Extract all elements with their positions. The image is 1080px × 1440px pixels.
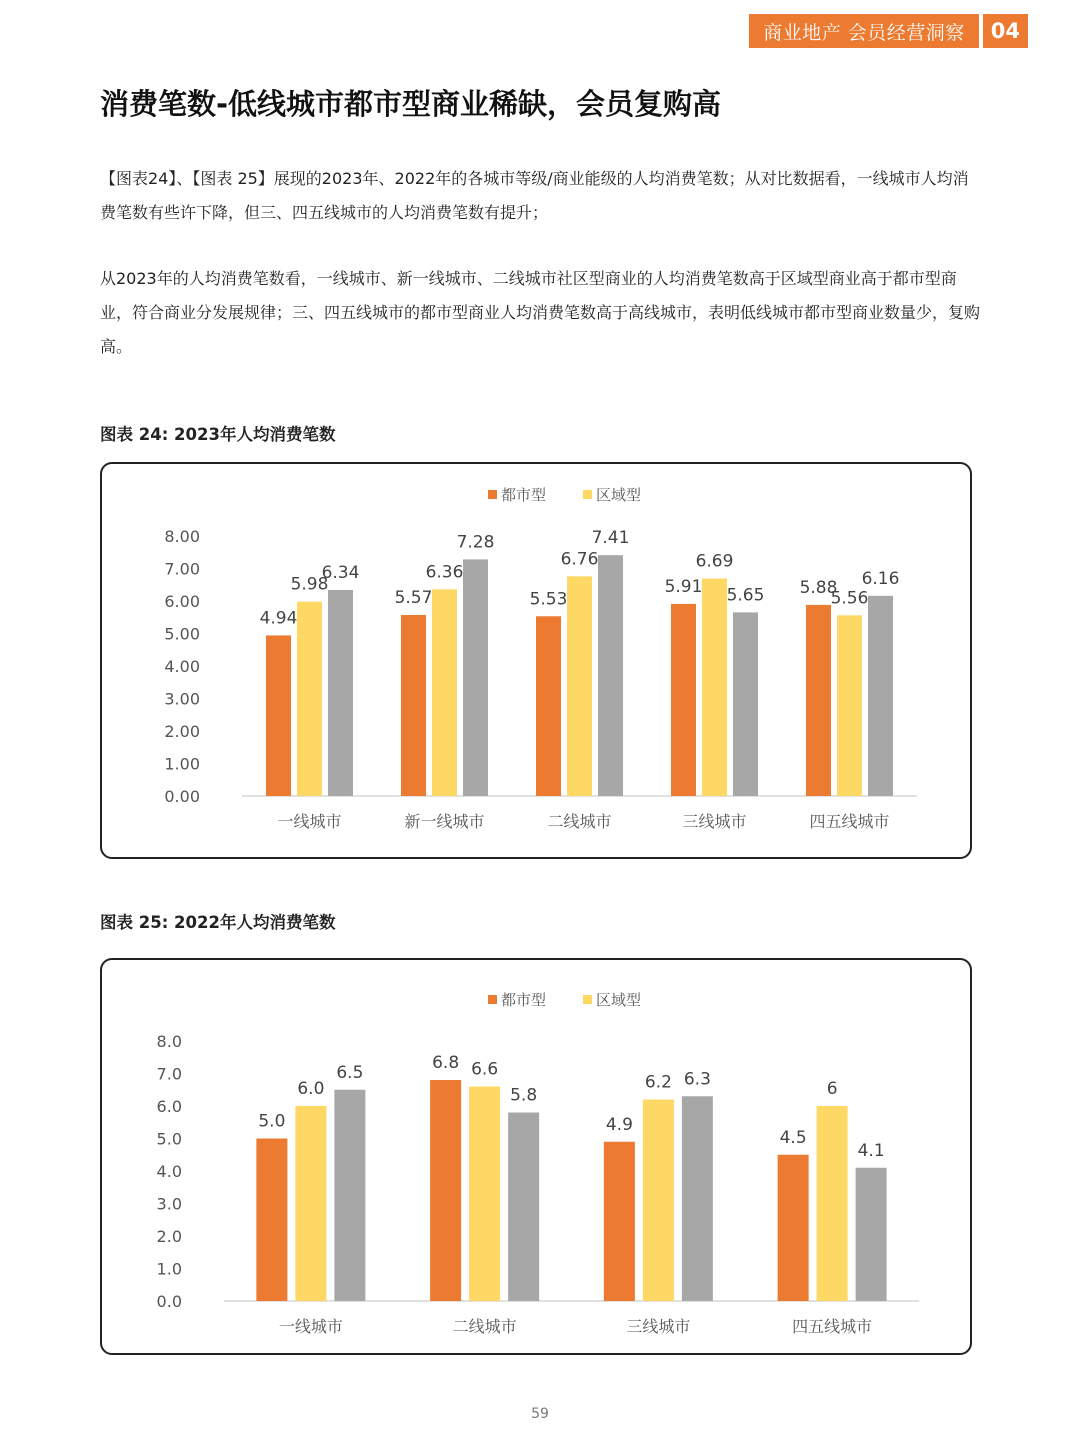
chart24-data-label-1-0: 5.98	[290, 574, 329, 595]
chart24-bar-2-4	[868, 596, 893, 796]
chart24-bar-0-0	[266, 635, 291, 796]
chart24-ytick-label: 6.00	[164, 592, 200, 611]
chart25-data-label-0-2: 4.9	[605, 1114, 633, 1135]
chart25-category-label-0: 一线城市	[278, 1317, 343, 1336]
chart24-ytick-label: 2.00	[164, 722, 200, 741]
chart25-data-label-2-1: 5.8	[510, 1085, 538, 1106]
chart25-legend-label-1: 区域型	[596, 991, 642, 1009]
chart24-data-label-2-1: 7.28	[456, 532, 495, 553]
chart24-data-label-0-2: 5.53	[529, 589, 568, 610]
chart24-bar-0-2	[536, 616, 561, 796]
chart25-data-label-1-3: 6	[826, 1079, 838, 1099]
chart25-data-label-1-0: 6.0	[297, 1079, 325, 1099]
chart24-bar-2-2	[598, 555, 623, 796]
chart25-legend-label-0: 都市型	[501, 991, 547, 1009]
chart-25	[102, 960, 970, 1353]
intro-paragraph: 【图表24】、【图表 25】展现的2023年、2022年的各城市等级/商业能级的人均消费笔数；从对比数据看，一线城市人均消费笔数有些许下降，但三、四五线城市的人均消费笔数有提升；	[100, 169, 969, 222]
analysis-paragraph: 从2023年的人均消费笔数看，一线城市、新一线城市、二线城市社区型商业的人均消费笔数高于区域型商业高于都市型商业，符合商业分发展规律；三、四五线城市的都市型商业人均消费笔数高于高线城市，表明低线城市都市型商业数量少，复购高。	[100, 269, 981, 356]
chart24-bar-1-3	[702, 579, 727, 796]
chart24-bar-2-3	[733, 612, 758, 796]
chart24-bar-0-1	[401, 615, 426, 796]
chart25-ytick-label: 2.0	[156, 1227, 182, 1246]
chart25-bar-1-0	[295, 1106, 326, 1301]
chart24-data-label-1-1: 6.36	[425, 562, 464, 583]
chart25-legend-swatch-1	[583, 995, 592, 1004]
chart24-ytick-label: 3.00	[164, 689, 200, 709]
chart25-data-label-1-1: 6.6	[471, 1059, 499, 1080]
chart25-data-label-1-2: 6.2	[644, 1072, 672, 1093]
chart24-data-label-0-1: 5.57	[394, 587, 433, 608]
chart25-category-label-3: 四五线城市	[792, 1317, 873, 1336]
page-number: 59	[531, 1406, 549, 1422]
chart25-bar-2-2	[682, 1096, 713, 1301]
chart24-data-label-0-4: 5.88	[799, 577, 838, 598]
chart25-category-label-2: 三线城市	[626, 1317, 691, 1336]
chart24-category-label-4: 四五线城市	[809, 812, 890, 831]
chart24-bar-1-2	[567, 576, 592, 796]
chart25-bar-1-1	[469, 1087, 500, 1302]
chart25-bar-1-2	[643, 1100, 674, 1302]
chart24-bar-2-1	[463, 559, 488, 796]
chart-24	[102, 464, 970, 857]
chart-25-frame	[100, 958, 972, 1355]
chart24-legend-swatch-1	[583, 490, 592, 499]
header-section-title: 商业地产 会员经营洞察	[749, 14, 979, 48]
chart24-category-label-1: 新一线城市	[404, 812, 485, 831]
chart25-bar-0-2	[604, 1142, 635, 1301]
chart24-data-label-2-3: 5.65	[726, 585, 765, 606]
page-title: 消费笔数-低线城市都市型商业稀缺，会员复购高	[100, 87, 722, 121]
chart24-data-label-2-2: 7.41	[591, 528, 630, 549]
chart25-ytick-label: 1.0	[156, 1259, 182, 1279]
chart25-data-label-0-0: 5.0	[258, 1111, 286, 1132]
chart24-category-label-3: 三线城市	[682, 812, 747, 831]
chart24-category-label-2: 二线城市	[547, 812, 612, 831]
header-badge	[749, 14, 1028, 48]
chart25-data-label-2-2: 6.3	[683, 1069, 711, 1090]
chart25-bar-2-0	[334, 1090, 365, 1301]
chart24-legend-label-1: 区域型	[596, 486, 642, 504]
chart25-ytick-label: 4.0	[156, 1162, 182, 1181]
chart25-ytick-label: 6.0	[156, 1097, 182, 1116]
chart24-ytick-label: 7.00	[164, 559, 200, 579]
chart25-bar-2-1	[508, 1113, 539, 1302]
chart24-ytick-label: 5.00	[164, 624, 200, 644]
chart24-bar-1-0	[297, 602, 322, 796]
chart24-legend-swatch-0	[488, 490, 497, 499]
chart24-bar-0-3	[671, 604, 696, 796]
chart24-ytick-label: 8.00	[164, 527, 200, 546]
figure-24-caption: 图表 24: 2023年人均消费笔数	[100, 425, 336, 444]
chart24-data-label-1-3: 6.69	[695, 551, 734, 572]
figure-25-caption: 图表 25: 2022年人均消费笔数	[100, 913, 336, 932]
chart25-legend-swatch-0	[488, 995, 497, 1004]
chart24-category-label-0: 一线城市	[277, 812, 342, 831]
chart24-data-label-2-0: 6.34	[321, 562, 360, 583]
chart24-data-label-1-2: 6.76	[560, 549, 599, 570]
chart25-data-label-0-3: 4.5	[779, 1127, 807, 1148]
chart25-ytick-label: 0.0	[156, 1292, 182, 1311]
chart25-ytick-label: 3.0	[156, 1194, 182, 1214]
chart25-bar-0-1	[430, 1080, 461, 1301]
chart-24-frame	[100, 462, 972, 859]
chart25-ytick-label: 8.0	[156, 1032, 182, 1051]
chart24-bar-1-1	[432, 589, 457, 796]
chart24-data-label-0-0: 4.94	[259, 608, 298, 629]
chart24-ytick-label: 0.00	[164, 787, 200, 806]
chart24-bar-2-0	[328, 590, 353, 796]
chart25-data-label-0-1: 6.8	[432, 1053, 460, 1073]
chart24-data-label-0-3: 5.91	[664, 576, 703, 597]
chart25-bar-1-3	[817, 1106, 848, 1301]
chart25-bar-2-3	[856, 1168, 887, 1301]
header-chapter-number: 04	[983, 14, 1028, 48]
chart25-ytick-label: 5.0	[156, 1129, 182, 1149]
chart24-data-label-2-4: 6.16	[861, 568, 900, 589]
chart24-ytick-label: 4.00	[164, 657, 200, 676]
chart24-data-label-1-4: 5.56	[830, 588, 869, 609]
chart25-bar-0-0	[256, 1139, 287, 1302]
chart25-data-label-2-3: 4.1	[857, 1140, 885, 1161]
chart25-category-label-1: 二线城市	[452, 1317, 517, 1336]
chart25-bar-0-3	[778, 1155, 809, 1301]
chart24-legend-label-0: 都市型	[501, 486, 547, 504]
chart24-bar-0-4	[806, 605, 831, 796]
chart24-bar-1-4	[837, 615, 862, 796]
chart25-data-label-2-0: 6.5	[336, 1062, 364, 1083]
chart24-ytick-label: 1.00	[164, 754, 200, 774]
chart25-ytick-label: 7.0	[156, 1064, 182, 1084]
